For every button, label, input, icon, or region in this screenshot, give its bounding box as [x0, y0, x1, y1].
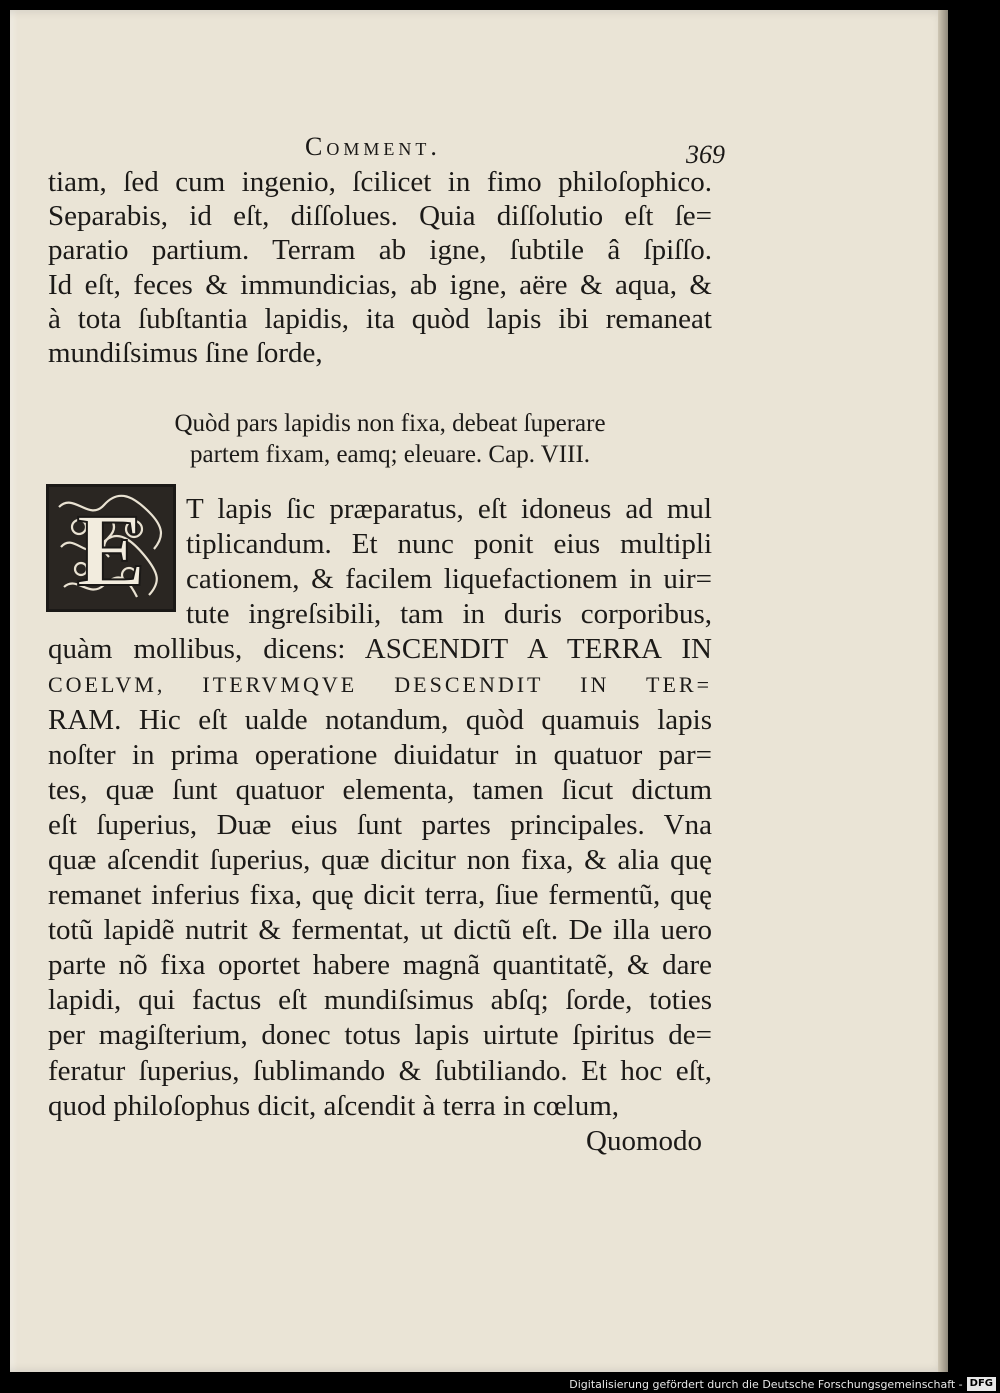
text-line: noſter in prima operatione diuidatur in quatuor par=: [48, 738, 712, 771]
text-line: COELVM, ITERVMQVE DESCENDIT IN TER=: [48, 672, 712, 698]
text-line: à tota ſubſtantia lapidis, ita quòd lapis ibi remaneat: [48, 302, 712, 335]
body-paragraph: [48, 492, 712, 1159]
text-line: eſt ſuperius, Duæ eius ſunt partes principales. Vna: [48, 808, 712, 841]
text-line: feratur ſuperius, ſublimando & ſubtiliando. Et hoc eſt,: [48, 1054, 712, 1087]
text-line: T lapis ſic præparatus, eſt idoneus ad mul: [186, 493, 712, 525]
digitization-footer: [569, 1377, 996, 1391]
text-line: tiam, ſed cum ingenio, ſcilicet in fimo philoſophico.: [48, 166, 712, 198]
text-line: tes, quæ ſunt quatuor elementa, tamen ſicut dictum: [48, 773, 712, 806]
catchword: Quomodo: [586, 1124, 702, 1157]
page-number: 369: [686, 140, 725, 169]
text-line: quàm mollibus, dicens: ASCENDIT A TERRA IN: [48, 633, 712, 666]
footer-text: Digitalisierung gefördert durch die Deutsche Forschungsgemeinschaft -: [569, 1377, 963, 1391]
text-line: quæ aſcendit ſuperius, quæ dicitur non fixa, & alia quę: [48, 843, 712, 876]
text-line: tute ingreſsibili, tam in duris corporibus,: [186, 598, 712, 631]
heading-line: partem fixam, eamq; eleuare. Cap. VIII.: [189, 441, 591, 468]
text-line: lapidi, qui factus eſt mundiſsimus abſq; ſorde, toties: [48, 984, 712, 1017]
top-paragraph: [48, 165, 712, 370]
chapter-heading: [90, 408, 690, 470]
text-line: mundiſsimus ſine ſorde,: [48, 336, 323, 369]
heading-line: Quòd pars lapidis non fixa, debeat ſuperare: [174, 410, 606, 437]
text-line: remanet inferius fixa, quę dicit terra, ſiue fermentũ, quę: [48, 879, 712, 912]
text-line: quod philoſophus dicit, aſcendit à terra in cœlum,: [48, 1089, 620, 1122]
text-line: Id eſt, feces & immundicias, ab igne, aëre & aqua, &: [48, 268, 712, 301]
text-line: totũ lapidẽ nutrit & fermentat, ut dictũ eſt. De illa uero: [48, 914, 712, 947]
text-line: paratio partium. Terram ab igne, ſubtile â ſpiſſo.: [48, 234, 712, 267]
initial-letter: E: [76, 493, 146, 608]
text-line: RAM. Hic eſt ualde notandum, quòd quamuis lapis: [48, 703, 712, 736]
running-head: Comment.: [305, 132, 441, 161]
page-edge: [938, 10, 948, 1372]
text-line: cationem, & facilem liquefactionem in uir=: [186, 563, 712, 596]
text-line: per magiſterium, donec totus lapis uirtute ſpiritus de=: [48, 1019, 712, 1052]
text-line: parte nõ fixa oportet habere magnã quantitatẽ, & dare: [48, 949, 712, 982]
text-line: tiplicandum. Et nunc ponit eius multipli: [186, 528, 712, 561]
text-line: Separabis, id eſt, diſſolues. Quia diſſolutio eſt ſe=: [48, 200, 712, 233]
dfg-logo: DFG: [967, 1377, 996, 1391]
